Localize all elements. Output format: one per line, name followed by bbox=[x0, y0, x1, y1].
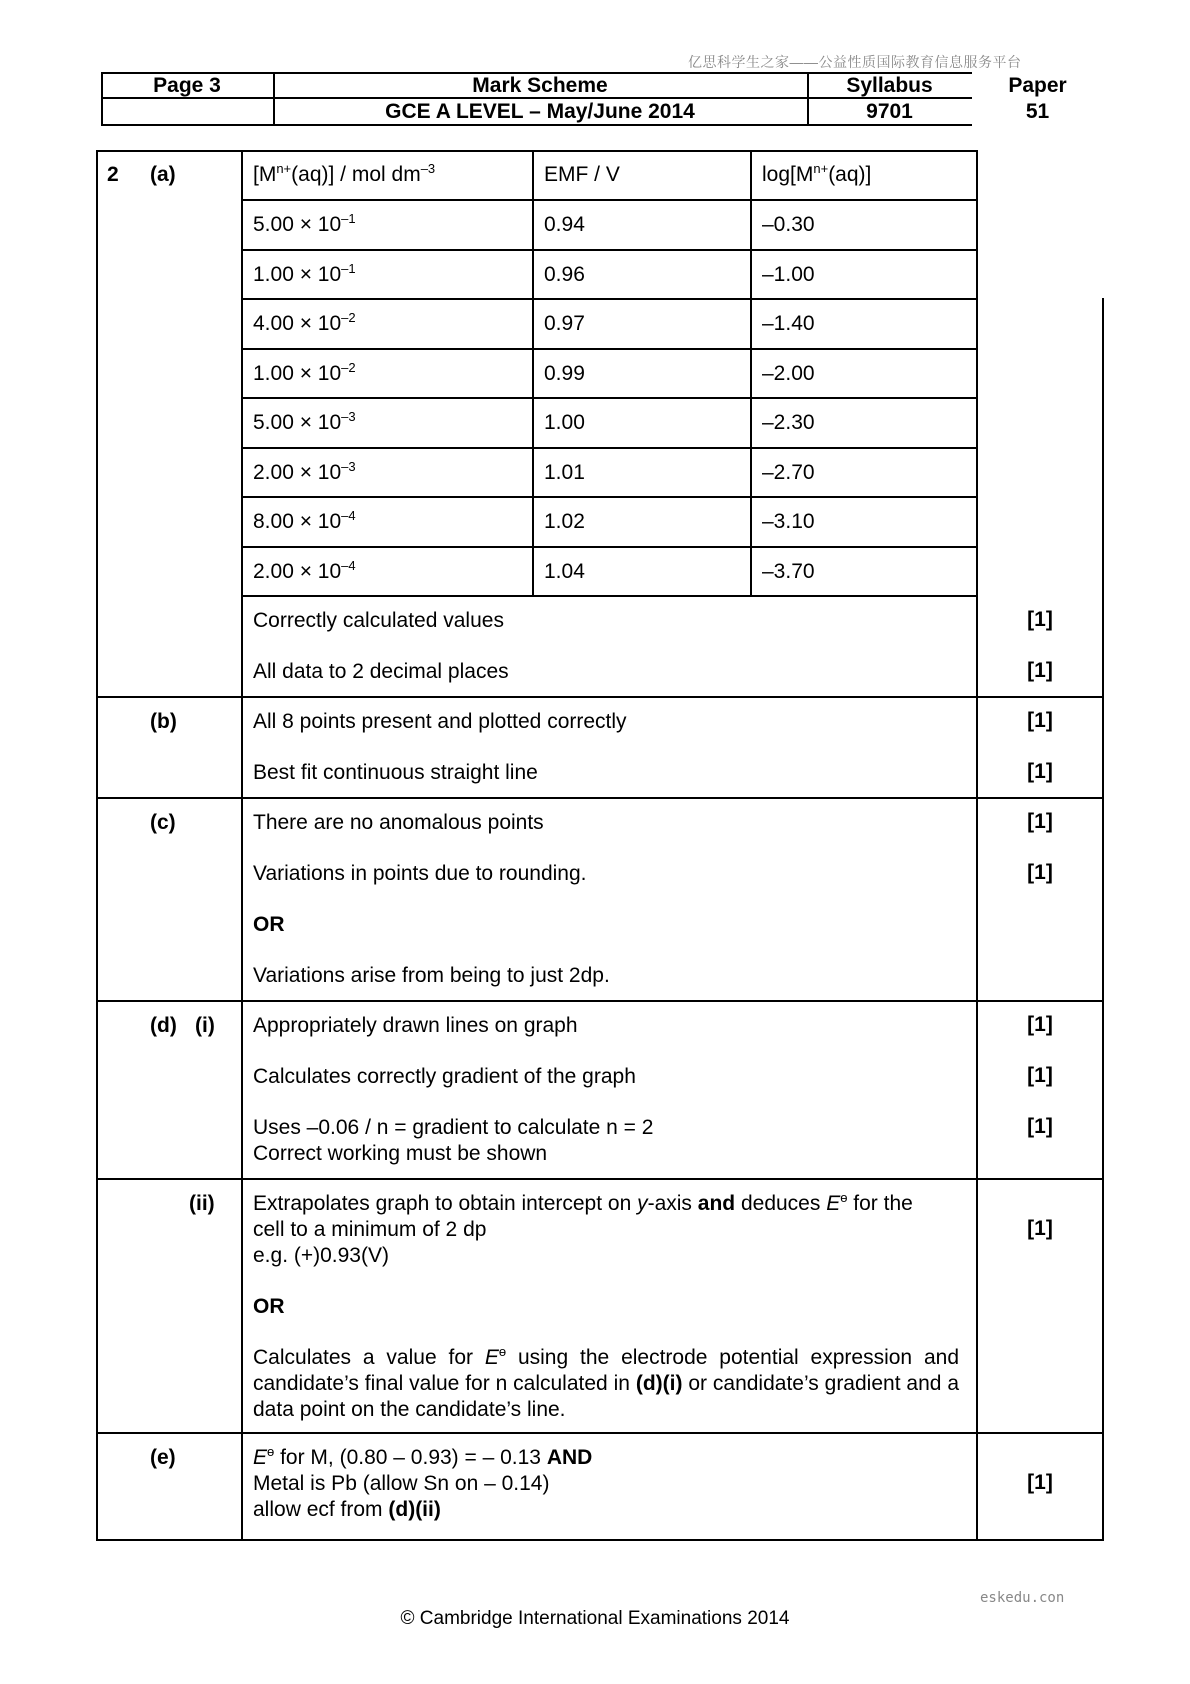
table-header-log: $\log[M^{n+}(aq)]$ bbox=[762, 161, 872, 186]
e-line-2: Metal is Pb (allow Sn on – 0.14) bbox=[253, 1472, 550, 1495]
part-d-ii-label: (ii) bbox=[189, 1192, 215, 1215]
d-i-point-2: Calculates correctly gradient of the graph bbox=[253, 1065, 636, 1088]
d-i-mark-3: [1] bbox=[1027, 1115, 1053, 1138]
b-mark-1: [1] bbox=[1027, 709, 1053, 732]
part-e-label: (e) bbox=[150, 1446, 176, 1469]
cell-emf: 0.97 bbox=[544, 312, 585, 335]
cell-log: –0.30 bbox=[762, 213, 815, 236]
cell-concentration: $4.00 \times 10^{-2}$ bbox=[253, 310, 356, 335]
b-mark-2: [1] bbox=[1027, 760, 1053, 783]
syllabus-code: 9701 bbox=[866, 100, 913, 123]
d-i-point-4: Correct working must be shown bbox=[253, 1142, 548, 1165]
d-ii-line-3: e.g. (+)0.93(V) bbox=[253, 1244, 389, 1267]
d-i-point-3: Uses –0.06 / n = gradient to calculate n = 2 bbox=[253, 1116, 654, 1139]
b-point-1: All 8 points present and plotted correctly bbox=[253, 710, 627, 733]
cell-concentration: $2.00 \times 10^{-3}$ bbox=[253, 459, 356, 484]
cell-log: –1.40 bbox=[762, 312, 815, 335]
watermark-text: 亿思科学生之家——公益性质国际教育信息服务平台 bbox=[688, 54, 1022, 70]
doc-subtitle: GCE A LEVEL – May/June 2014 bbox=[385, 100, 695, 123]
cell-log: –2.70 bbox=[762, 461, 815, 484]
d-i-mark-2: [1] bbox=[1027, 1064, 1053, 1087]
d-i-point-1: Appropriately drawn lines on graph bbox=[253, 1014, 578, 1037]
cell-log: –2.00 bbox=[762, 362, 815, 385]
cell-log: –2.30 bbox=[762, 411, 815, 434]
paper-label: Paper bbox=[1008, 74, 1067, 97]
d-ii-line-1: Extrapolates graph to obtain intercept on y-axis and deduces $E^ө$ for the bbox=[253, 1190, 913, 1215]
question-number: 2 bbox=[107, 163, 119, 186]
c-mark-1: [1] bbox=[1027, 810, 1053, 833]
cell-concentration: $8.00 \times 10^{-4}$ bbox=[253, 508, 356, 533]
cell-emf: 0.96 bbox=[544, 263, 585, 286]
copyright-footer: © Cambridge International Examinations 2014 bbox=[400, 1608, 790, 1629]
d-ii-mark: [1] bbox=[1027, 1217, 1053, 1240]
cell-concentration: $5.00 \times 10^{-1}$ bbox=[253, 211, 356, 236]
cell-log: –1.00 bbox=[762, 263, 815, 286]
a-mark-2: [1] bbox=[1027, 659, 1053, 682]
d-ii-or: OR bbox=[253, 1295, 285, 1318]
e-mark: [1] bbox=[1027, 1471, 1053, 1494]
cell-emf: 0.94 bbox=[544, 213, 585, 236]
a-point-1: Correctly calculated values bbox=[253, 609, 504, 632]
cell-concentration: $2.00 \times 10^{-4}$ bbox=[253, 558, 356, 583]
cell-log: –3.70 bbox=[762, 560, 815, 583]
b-point-2: Best fit continuous straight line bbox=[253, 761, 538, 784]
part-a-label: (a) bbox=[150, 163, 176, 186]
table-header-concentration: $[M^{n+}(aq)]$ / mol $dm^{-3}$ bbox=[253, 161, 436, 186]
cell-concentration: $1.00 \times 10^{-2}$ bbox=[253, 360, 356, 385]
cell-emf: 1.02 bbox=[544, 510, 585, 533]
part-d-label: (d) bbox=[150, 1014, 177, 1037]
syllabus-label: Syllabus bbox=[846, 74, 933, 97]
cell-emf: 1.01 bbox=[544, 461, 585, 484]
c-point-2: Variations in points due to rounding. bbox=[253, 862, 587, 885]
a-mark-1: [1] bbox=[1027, 608, 1053, 631]
e-line-1: $E^ө$ for M, (0.80 – 0.93) = – 0.13 AND bbox=[253, 1444, 593, 1469]
paper-number: 51 bbox=[1025, 100, 1050, 123]
cell-emf: 1.04 bbox=[544, 560, 585, 583]
cell-concentration: $1.00 \times 10^{-1}$ bbox=[253, 261, 356, 286]
d-ii-line-2: cell to a minimum of 2 dp bbox=[253, 1218, 487, 1241]
table-header-emf: EMF / V bbox=[544, 163, 620, 186]
part-c-label: (c) bbox=[150, 811, 176, 834]
cell-concentration: $5.00 \times 10^{-3}$ bbox=[253, 409, 356, 434]
e-line-3: allow ecf from (d)(ii) bbox=[253, 1498, 441, 1521]
d-ii-alternative: Calculates a value for $E^ө$ using the electrode potential expression and candidate’s final value for n calculated in (d)(i) or candidate’s gradient and a data point on the candidate’s line. bbox=[253, 1344, 960, 1421]
d-i-mark-1: [1] bbox=[1027, 1013, 1053, 1036]
part-d-i-label: (i) bbox=[195, 1014, 215, 1037]
cell-emf: 0.99 bbox=[544, 362, 585, 385]
page-number: Page 3 bbox=[153, 74, 221, 97]
c-point-3: Variations arise from being to just 2dp. bbox=[253, 964, 610, 987]
part-b-label: (b) bbox=[150, 710, 177, 733]
cell-log: –3.10 bbox=[762, 510, 815, 533]
site-watermark: eskedu.con bbox=[980, 1590, 1065, 1606]
cell-emf: 1.00 bbox=[544, 411, 585, 434]
c-mark-2: [1] bbox=[1027, 861, 1053, 884]
a-point-2: All data to 2 decimal places bbox=[253, 660, 509, 683]
c-or: OR bbox=[253, 913, 285, 936]
doc-title: Mark Scheme bbox=[472, 74, 608, 97]
c-point-1: There are no anomalous points bbox=[253, 811, 544, 834]
